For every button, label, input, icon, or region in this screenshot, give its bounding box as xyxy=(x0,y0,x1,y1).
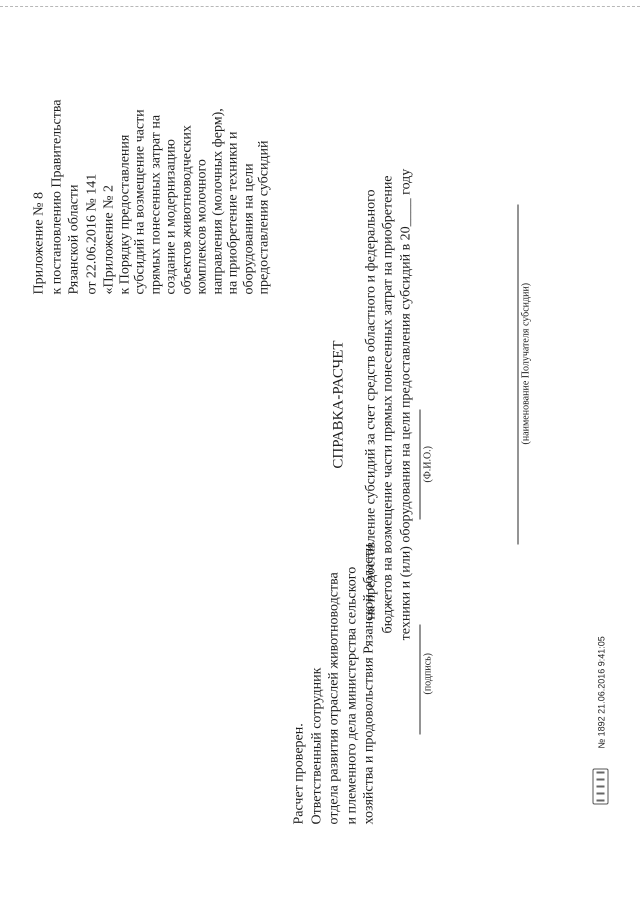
appendix-line: объектов животноводческих xyxy=(179,125,194,295)
page-title: СПРАВКА-РАСЧЕТ xyxy=(330,340,347,469)
appendix-line: предоставления субсидий xyxy=(256,140,272,295)
signature-line: отдела развития отраслей животноводства xyxy=(326,572,342,825)
appendix-line: комплексов молочного xyxy=(194,159,210,295)
appendix-line: «Приложение № 2 xyxy=(101,185,117,295)
signature-line: Расчет проверен. xyxy=(291,723,307,825)
document-sheet xyxy=(1,0,640,905)
appendix-line: субсидий на возмещение части xyxy=(132,109,148,295)
appendix-line: прямых понесенных затрат на xyxy=(148,114,163,295)
header-block xyxy=(31,99,101,294)
appendix-line: на приобретение техники и xyxy=(225,131,241,295)
appendix-line: направления (молочных ферм), xyxy=(210,108,225,295)
fio-caption: (Ф.И.О.) xyxy=(422,445,434,483)
header-line: Рязанской области xyxy=(66,184,82,295)
title-line: техники и (или) оборудования на цели предоставления субсидий в 20____ году xyxy=(398,168,413,641)
signature-line: Ответственный сотрудник xyxy=(309,667,324,825)
signature-line-underline xyxy=(420,625,421,735)
barcode-stamp-icon xyxy=(593,769,609,805)
fio-line xyxy=(420,410,421,520)
appendix-line: оборудования на цели xyxy=(241,163,256,295)
appendix-line: к Порядку предоставления xyxy=(117,134,132,295)
signature-line: и племенного дела министерства сельского xyxy=(344,566,359,825)
signature-caption: (подпись) xyxy=(422,652,434,695)
header-line: к постановлению Правительства xyxy=(49,99,64,295)
appendix-line: создание и модернизацию xyxy=(163,139,179,295)
title-line: на предоставление субсидий за счет средств областного и федерального xyxy=(363,189,378,620)
header-line: Приложение № 8 xyxy=(31,192,47,295)
appendix-block xyxy=(102,108,273,294)
title-line: бюджетов на возмещение части прямых понесенных затрат на приобретение xyxy=(380,175,396,634)
signature-block xyxy=(291,544,379,825)
header-line: от 22.06.2016 № 141 xyxy=(84,173,99,295)
signature-line: хозяйства и продовольствия Рязанской области xyxy=(361,543,377,825)
registration-stamp: № 1892 21.06.2016 9:41:05 xyxy=(596,636,607,749)
recipient-name-line xyxy=(518,205,519,545)
recipient-caption: (наименование Получателя субсидии) xyxy=(520,282,532,445)
